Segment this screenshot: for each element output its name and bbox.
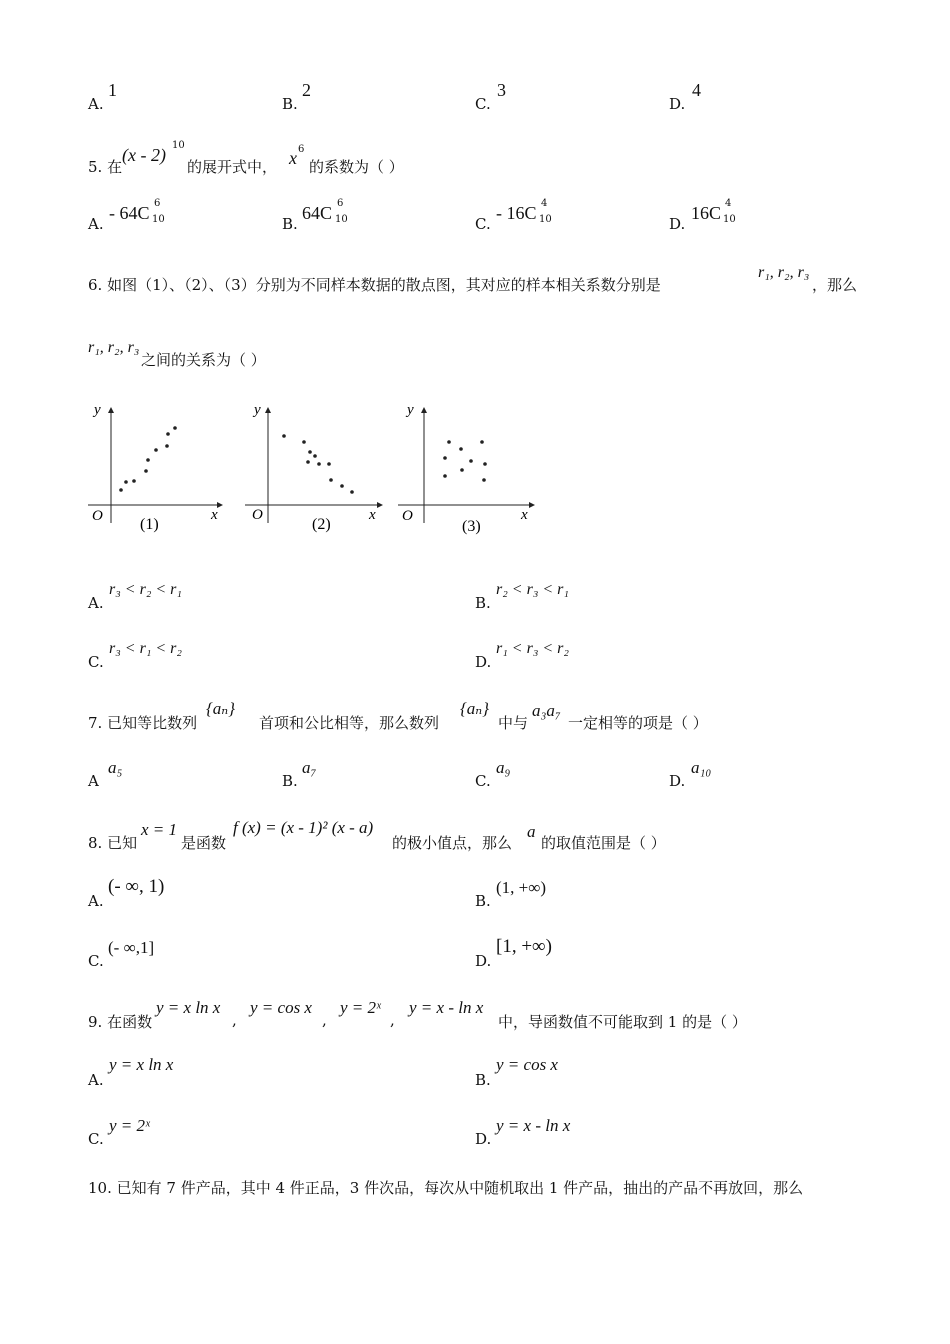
q9-option-d-value: y = x - ln x	[496, 1116, 571, 1135]
q5-prefix: 5. 在	[88, 158, 123, 176]
q5-mid: 的展开式中，	[187, 158, 278, 176]
plot2-point	[327, 462, 331, 466]
plot1-point	[124, 480, 128, 484]
q4-option-c-value: 3	[497, 80, 506, 100]
scatter-plot-3	[398, 402, 534, 535]
q9-option-a-value: y = x ln x	[109, 1055, 174, 1074]
q8-var: a	[527, 822, 536, 841]
scatter-plots	[82, 398, 542, 543]
plot3-origin: O	[402, 508, 413, 524]
plot1-caption: (1)	[140, 516, 159, 533]
q7-option-a-label: A	[88, 772, 99, 790]
q4-option-c-label: C.	[475, 95, 491, 113]
plot2-point	[313, 454, 317, 458]
q9-function-1: y = x ln x	[156, 998, 221, 1017]
plot1-point	[166, 432, 170, 436]
plot3-point	[460, 468, 464, 472]
plot3-point	[459, 447, 463, 451]
q5-option-c-label: C.	[475, 215, 491, 233]
q8-option-a-value: (- ∞, 1)	[108, 876, 165, 897]
q5-option-c-sup: 4	[541, 198, 548, 209]
q6-option-d-label: D.	[475, 653, 492, 671]
scatter-plot-2	[245, 402, 382, 533]
plot3-x-label: x	[521, 507, 528, 523]
q8-function: f (x) = (x - 1)² (x - a)	[233, 818, 374, 837]
q9-option-a-label: A.	[88, 1071, 104, 1089]
q4-option-d-label: D.	[669, 95, 686, 113]
q10-text: 10. 已知有 7 件产品，其中 4 件正品，3 件次品，每次从中随机取出 1 件产品，抽出的产品不再放回，那么	[88, 1179, 804, 1197]
q9-option-b-label: B.	[475, 1071, 491, 1089]
q7-mid2: 中与	[498, 714, 529, 732]
plot2-point	[282, 434, 286, 438]
q6-option-b-value: r₂ < r₃ < r₁	[496, 581, 569, 598]
plot2-point	[350, 490, 354, 494]
q4-option-d-value: 4	[692, 80, 701, 100]
q5-option-c-value: - 16C	[496, 203, 537, 223]
plot3-y-label: y	[407, 402, 414, 418]
q9-option-c-label: C.	[88, 1130, 104, 1148]
plot2-point	[317, 462, 321, 466]
q4-option-a-label: A.	[88, 95, 104, 113]
plot3-point	[483, 462, 487, 466]
q6-text: 6. 如图（1）、（2）、（3）分别为不同样本数据的散点图，其对应的样本相关系数分别是	[88, 276, 661, 294]
q8-option-c-value: (- ∞,1]	[108, 938, 155, 957]
plot1-x-label: x	[211, 507, 218, 523]
q5-option-d-value: 16C	[691, 203, 722, 223]
q9-comma-1: ,	[232, 1011, 237, 1029]
plot1-point	[165, 444, 169, 448]
q7-option-d-value: a₁₀	[691, 758, 712, 777]
q7-suffix: 一定相等的项是（ ）	[568, 714, 708, 732]
q7-mid1: 首项和公比相等，那么数列	[259, 714, 440, 732]
q7-option-b-value: a₇	[302, 758, 317, 777]
q8-option-b-label: B.	[475, 892, 491, 910]
q5-term: x	[289, 148, 297, 168]
plot2-y-label: y	[254, 402, 261, 418]
q7-option-c-value: a₉	[496, 758, 511, 777]
q8-mid2: 的极小值点，那么	[392, 834, 513, 852]
plot1-point	[119, 488, 123, 492]
q5-option-d-label: D.	[669, 215, 686, 233]
q8-suffix: 的取值范围是（ ）	[541, 834, 666, 852]
q9-function-2: y = cos x	[250, 998, 312, 1017]
q8-prefix: 8. 已知	[88, 834, 138, 852]
q9-comma-2: ,	[322, 1011, 327, 1029]
q5-option-d-sub: 10	[723, 214, 736, 225]
q7-prefix: 7. 已知等比数列	[88, 714, 198, 732]
plot1-point	[173, 426, 177, 430]
q8-option-c-label: C.	[88, 952, 104, 970]
plot3-point	[480, 440, 484, 444]
q8-option-d-value: [1, +∞)	[496, 936, 552, 957]
q9-option-d-label: D.	[475, 1130, 492, 1148]
q5-option-a-sup: 6	[154, 198, 161, 209]
q5-option-a-label: A.	[88, 215, 104, 233]
plot2-origin: O	[252, 507, 263, 523]
q9-prefix: 9. 在函数	[88, 1013, 153, 1031]
plot2-caption: (2)	[312, 516, 331, 533]
q5-term-exponent: 6	[298, 144, 305, 155]
q6-line2-suffix: 之间的关系为（ ）	[141, 351, 266, 369]
plot2-point	[340, 484, 344, 488]
q8-condition: x = 1	[141, 820, 178, 839]
plot1-point	[146, 458, 150, 462]
plot1-origin: O	[92, 508, 103, 524]
q7-seq: {aₙ}	[206, 699, 235, 718]
q6-option-b-label: B.	[475, 594, 491, 612]
plot3-point	[447, 440, 451, 444]
plot2-x-label: x	[369, 507, 376, 523]
plot2-point	[308, 450, 312, 454]
q9-option-b-value: y = cos x	[496, 1055, 558, 1074]
q6-vars-line2: r₁, r₂, r₃	[88, 339, 140, 356]
q7-option-a-value: a₅	[108, 758, 123, 777]
plot2-point	[302, 440, 306, 444]
plot3-point	[482, 478, 486, 482]
q5-expr: (x - 2)	[122, 145, 166, 165]
q5-option-b-sub: 10	[335, 214, 348, 225]
q6-tail: ，那么	[812, 276, 858, 294]
q5-option-c-sub: 10	[539, 214, 552, 225]
q5-option-a-sub: 10	[152, 214, 165, 225]
q5-option-b-sup: 6	[337, 198, 344, 209]
q6-vars: r₁, r₂, r₃	[758, 264, 810, 281]
q4-option-a-value: 1	[108, 80, 117, 100]
plot3-point	[443, 474, 447, 478]
q7-option-d-label: D.	[669, 772, 686, 790]
plot1-y-label: y	[94, 402, 101, 418]
q5-expr-exponent: 10	[172, 140, 185, 151]
q9-suffix: 中，导函数值不可能取到 1 的是（ ）	[498, 1013, 747, 1031]
q5-option-b-label: B.	[282, 215, 298, 233]
q6-option-a-label: A.	[88, 594, 104, 612]
q4-option-b-value: 2	[302, 80, 311, 100]
plot3-caption: (3)	[462, 518, 481, 535]
q7-option-b-label: B.	[282, 772, 298, 790]
q8-mid: 是函数	[181, 834, 227, 852]
plot3-point	[443, 456, 447, 460]
q6-option-c-value: r₃ < r₁ < r₂	[109, 640, 182, 657]
q9-function-4: y = x - ln x	[409, 998, 484, 1017]
q7-option-c-label: C.	[475, 772, 491, 790]
q9-function-3: y = 2ˣ	[340, 998, 381, 1017]
plot1-point	[132, 479, 136, 483]
q9-comma-3: ,	[390, 1011, 395, 1029]
q7-seq2: {aₙ}	[460, 699, 489, 718]
q8-option-b-value: (1, +∞)	[496, 878, 547, 897]
q8-option-a-label: A.	[88, 892, 104, 910]
q9-option-c-value: y = 2ˣ	[109, 1116, 150, 1135]
plot1-point	[154, 448, 158, 452]
q5-option-b-value: 64C	[302, 203, 333, 223]
plot2-point	[306, 460, 310, 464]
q6-option-a-value: r₃ < r₂ < r₁	[109, 581, 182, 598]
plot1-point	[144, 469, 148, 473]
q6-option-c-label: C.	[88, 653, 104, 671]
q6-option-d-value: r₁ < r₃ < r₂	[496, 640, 569, 657]
q8-option-d-label: D.	[475, 952, 492, 970]
q4-option-b-label: B.	[282, 95, 298, 113]
q7-prod: a₃a₇	[532, 701, 561, 720]
plot2-point	[329, 478, 333, 482]
plot3-point	[469, 459, 473, 463]
q5-option-d-sup: 4	[725, 198, 732, 209]
scatter-plot-1	[88, 402, 222, 533]
q5-option-a-value: - 64C	[109, 203, 150, 223]
q5-suffix: 的系数为（ ）	[309, 158, 404, 176]
